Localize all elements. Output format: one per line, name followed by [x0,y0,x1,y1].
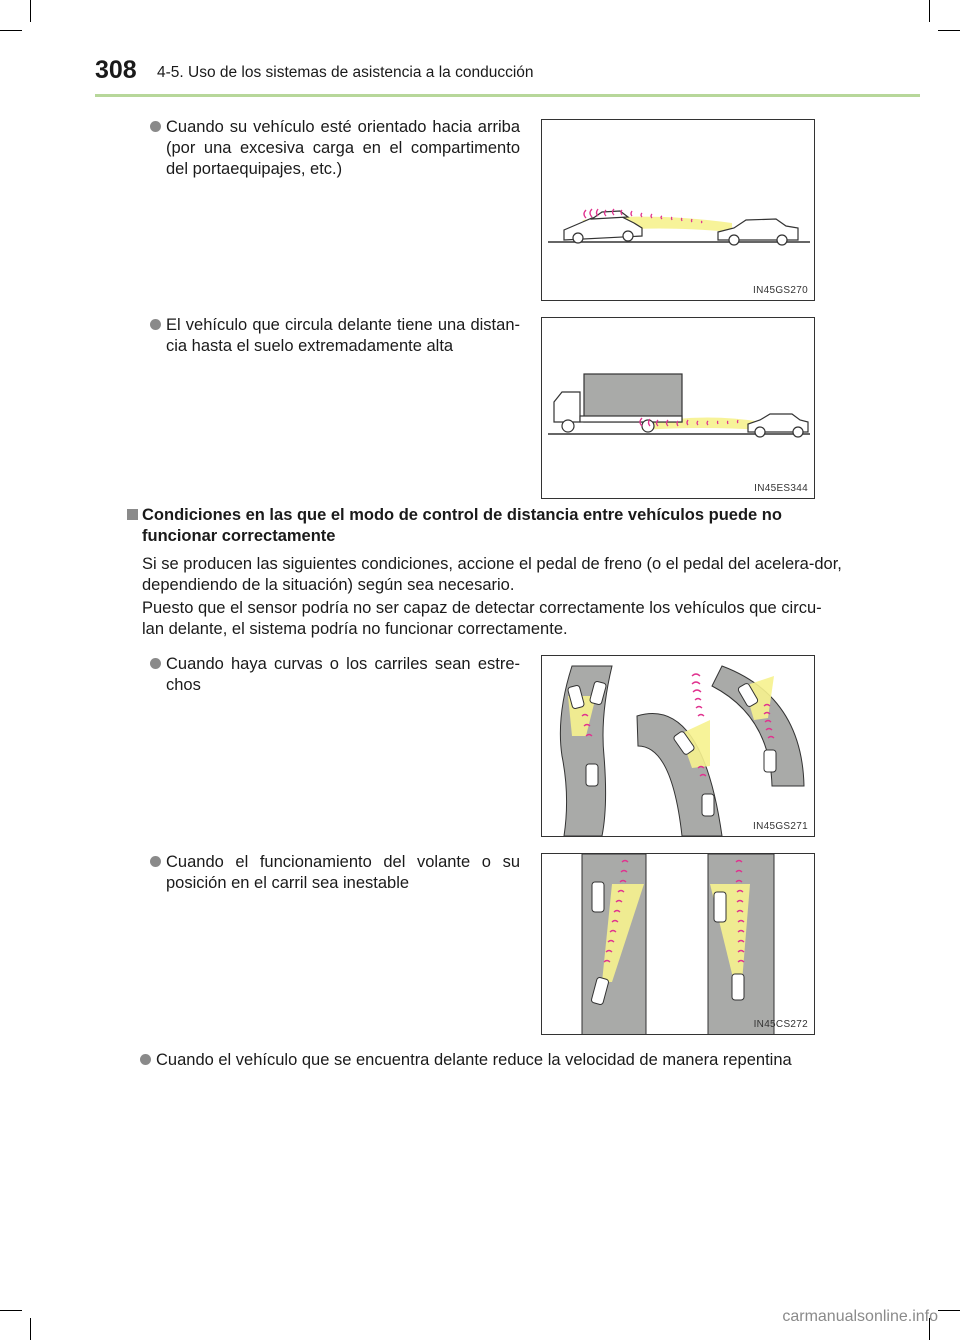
watermark: carmanualsonline.info [782,1308,938,1325]
car-tilted [564,211,642,243]
bullet-sudden-deceleration [140,1050,840,1071]
figure-code: IN45GS271 [753,821,808,832]
paragraph-instructions: Si se producen las siguientes condiciones, accione el pedal de freno (o el pedal del acelera-dor, dependiendo de la situación) según sea necesario. [142,555,842,594]
truck-illustration [542,318,815,499]
figure-car-tilted [541,119,815,301]
bullet-text: Cuando el funcionamiento del volante o su posición en el carril sea inestable [166,853,520,892]
page-header [95,56,920,92]
bullet-text: Cuando haya curvas o los carriles sean estre-chos [166,655,520,694]
figure-code: IN45ES344 [754,483,808,494]
paragraph-sensor-warning: Puesto que el sensor podría no ser capaz de detectar correctamente los vehículos que circu-lan delante, el sistema podría no funcionar correctamente. [142,599,822,638]
tilted-car-illustration [542,120,815,301]
figure-curved-roads [541,655,815,837]
bullet-curves-narrow-lanes [150,654,520,696]
bullet-dot-icon [150,319,161,330]
crop-mark [938,1310,960,1311]
crop-mark [0,30,22,31]
figure-code: IN45CS272 [753,1019,808,1030]
crop-mark [30,0,31,22]
curved-roads-illustration [542,656,815,837]
bullet-dot-icon [150,856,161,867]
bullet-text: Cuando su vehículo esté orientado hacia arriba (por una excesiva carga en el compartimento del portaequipajes, etc.) [166,118,520,178]
bullet-text: El vehículo que circula delante tiene una distan-cia hasta el suelo extremadamente alta [166,316,520,355]
crop-mark [30,1318,31,1340]
figure-truck-ahead [541,317,815,499]
page-number: 308 [95,56,137,84]
bullet-dot-icon [150,658,161,669]
crop-mark [929,0,930,22]
figure-lane-position [541,853,815,1035]
header-divider [95,94,920,97]
lane-position-illustration [542,854,815,1035]
subsection-heading [127,505,839,547]
crop-mark [0,1310,22,1311]
section-title: 4-5. Uso de los sistemas de asistencia a la conducción [157,64,534,81]
crop-mark [938,30,960,31]
square-bullet-icon [127,509,138,520]
bullet-dot-icon [150,121,161,132]
figure-code: IN45GS270 [753,285,808,296]
bullet-vehicle-tilted [150,117,520,180]
bullet-text: Cuando el vehículo que se encuentra delante reduce la velocidad de manera repentina [156,1051,792,1069]
bullet-dot-icon [140,1054,151,1065]
subsection-heading-text: Condiciones en las que el modo de control de distancia entre vehículos puede no funcionar correctamente [142,506,782,545]
bullet-high-ground-clearance [150,315,520,357]
bullet-unstable-steering [150,852,520,894]
